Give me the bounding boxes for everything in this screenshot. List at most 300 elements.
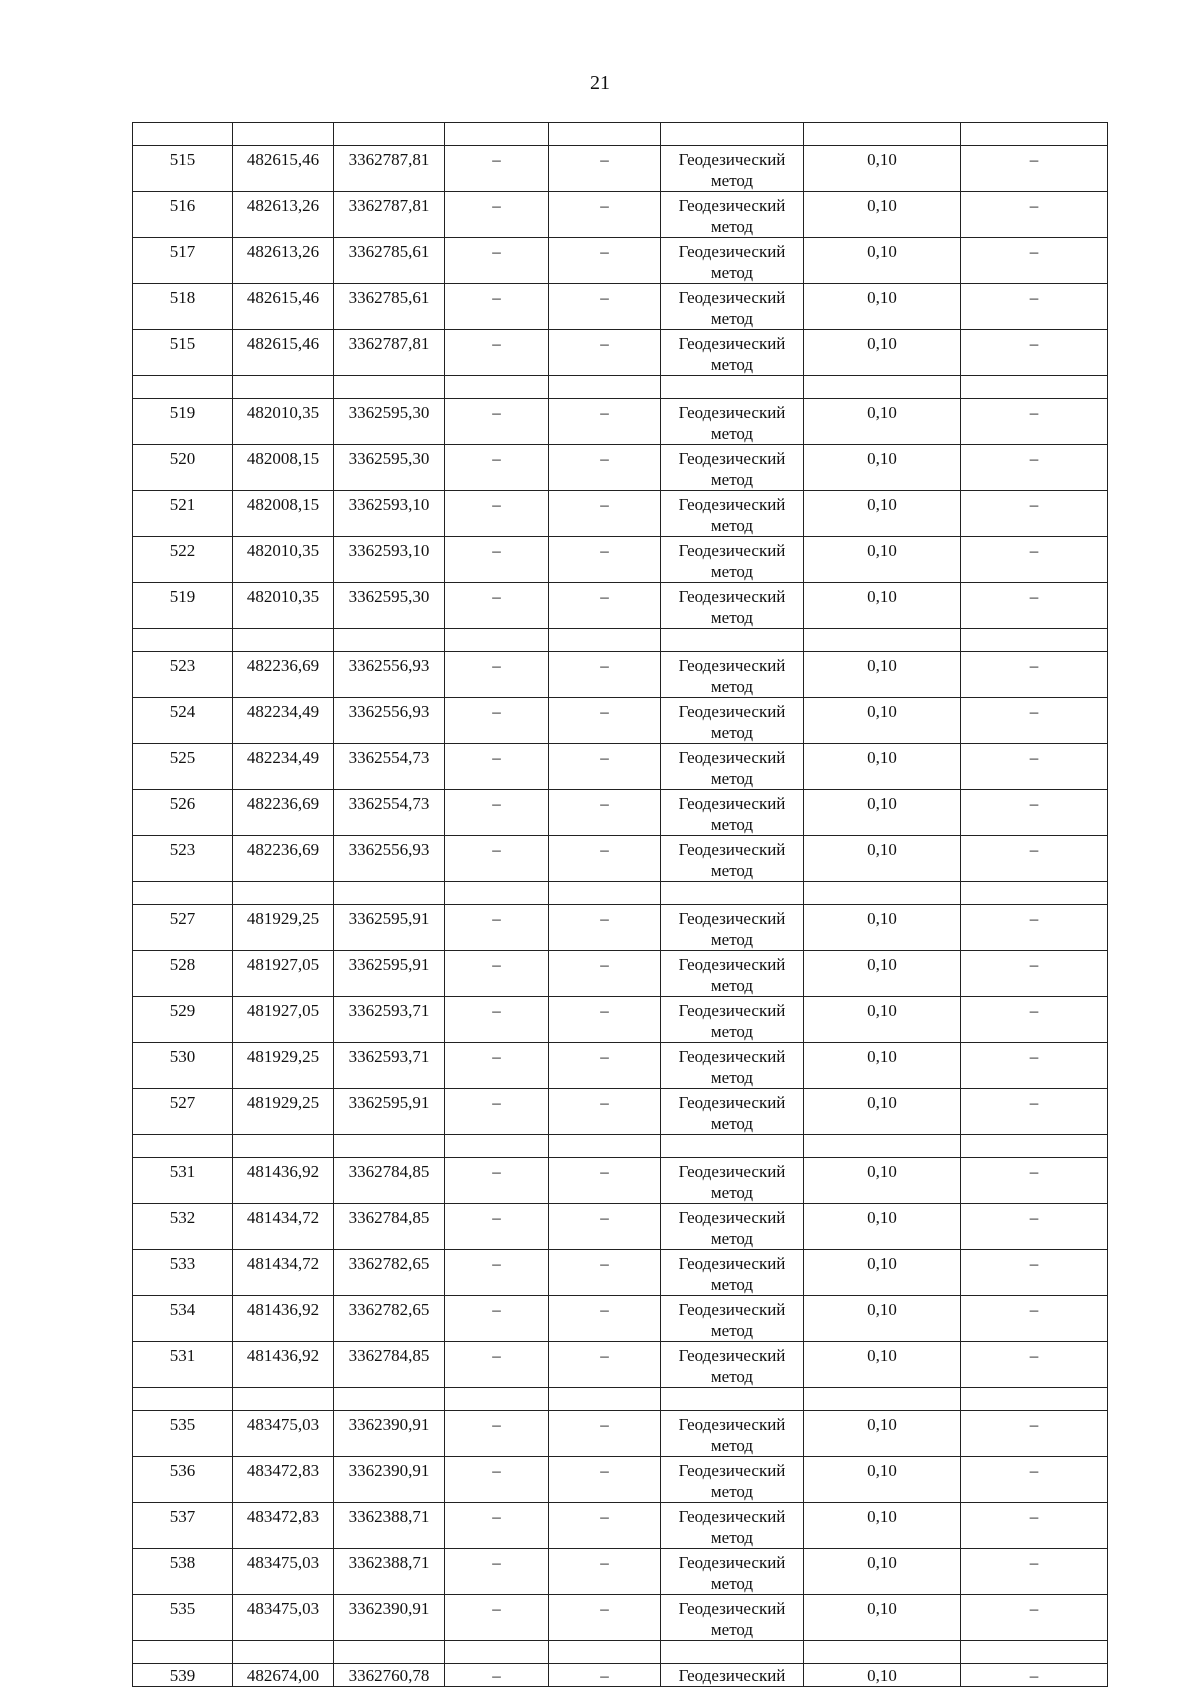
col4-cell: – bbox=[445, 1250, 549, 1296]
col8-cell: – bbox=[961, 1342, 1108, 1388]
col4-cell: – bbox=[445, 284, 549, 330]
empty-cell bbox=[233, 1388, 334, 1411]
y-coordinate-cell: 3362554,73 bbox=[334, 790, 445, 836]
col4-cell: – bbox=[445, 1664, 549, 1687]
y-coordinate-cell: 3362785,61 bbox=[334, 284, 445, 330]
col8-cell: – bbox=[961, 1296, 1108, 1342]
col4-cell: – bbox=[445, 583, 549, 629]
accuracy-cell: 0,10 bbox=[804, 1296, 961, 1342]
y-coordinate-cell: 3362388,71 bbox=[334, 1549, 445, 1595]
point-number-cell: 535 bbox=[133, 1411, 233, 1457]
table-row bbox=[133, 238, 1108, 284]
col4-cell: – bbox=[445, 330, 549, 376]
col4-cell: – bbox=[445, 1342, 549, 1388]
col5-cell: – bbox=[549, 997, 661, 1043]
empty-cell bbox=[961, 1388, 1108, 1411]
method-cell: Геодезический метод bbox=[661, 399, 804, 445]
y-coordinate-cell: 3362784,85 bbox=[334, 1158, 445, 1204]
col8-cell: – bbox=[961, 537, 1108, 583]
empty-cell bbox=[804, 629, 961, 652]
y-coordinate-cell: 3362388,71 bbox=[334, 1503, 445, 1549]
empty-cell bbox=[961, 376, 1108, 399]
method-cell: Геодезический метод bbox=[661, 238, 804, 284]
x-coordinate-cell: 481436,92 bbox=[233, 1342, 334, 1388]
method-cell: Геодезический метод bbox=[661, 1411, 804, 1457]
table-separator-row bbox=[133, 1135, 1108, 1158]
x-coordinate-cell: 482613,26 bbox=[233, 192, 334, 238]
method-cell: Геодезический метод bbox=[661, 744, 804, 790]
col5-cell: – bbox=[549, 1664, 661, 1687]
point-number-cell: 521 bbox=[133, 491, 233, 537]
col4-cell: – bbox=[445, 399, 549, 445]
col8-cell: – bbox=[961, 652, 1108, 698]
method-cell: Геодезический метод bbox=[661, 146, 804, 192]
col5-cell: – bbox=[549, 1089, 661, 1135]
accuracy-cell: 0,10 bbox=[804, 1158, 961, 1204]
empty-cell bbox=[445, 882, 549, 905]
accuracy-cell: 0,10 bbox=[804, 1250, 961, 1296]
point-number-cell: 531 bbox=[133, 1342, 233, 1388]
col4-cell: – bbox=[445, 491, 549, 537]
accuracy-cell: 0,10 bbox=[804, 1204, 961, 1250]
y-coordinate-cell: 3362787,81 bbox=[334, 330, 445, 376]
table-row bbox=[133, 330, 1108, 376]
table-row bbox=[133, 1296, 1108, 1342]
empty-cell bbox=[445, 1388, 549, 1411]
col5-cell: – bbox=[549, 192, 661, 238]
x-coordinate-cell: 483475,03 bbox=[233, 1411, 334, 1457]
y-coordinate-cell: 3362595,91 bbox=[334, 905, 445, 951]
y-coordinate-cell: 3362787,81 bbox=[334, 146, 445, 192]
table-row bbox=[133, 951, 1108, 997]
x-coordinate-cell: 482615,46 bbox=[233, 330, 334, 376]
col8-cell: – bbox=[961, 583, 1108, 629]
col5-cell: – bbox=[549, 652, 661, 698]
table-separator-row bbox=[133, 1388, 1108, 1411]
accuracy-cell: 0,10 bbox=[804, 583, 961, 629]
x-coordinate-cell: 483472,83 bbox=[233, 1503, 334, 1549]
method-cell: Геодезический метод bbox=[661, 698, 804, 744]
point-number-cell: 538 bbox=[133, 1549, 233, 1595]
empty-cell bbox=[961, 1135, 1108, 1158]
y-coordinate-cell: 3362593,10 bbox=[334, 491, 445, 537]
col8-cell: – bbox=[961, 790, 1108, 836]
empty-cell bbox=[133, 1135, 233, 1158]
accuracy-cell: 0,10 bbox=[804, 790, 961, 836]
y-coordinate-cell: 3362760,78 bbox=[334, 1664, 445, 1687]
col4-cell: – bbox=[445, 1296, 549, 1342]
method-cell: Геодезический метод bbox=[661, 1457, 804, 1503]
point-number-cell: 539 bbox=[133, 1664, 233, 1687]
y-coordinate-cell: 3362784,85 bbox=[334, 1204, 445, 1250]
empty-cell bbox=[445, 1135, 549, 1158]
table-separator-row bbox=[133, 123, 1108, 146]
empty-cell bbox=[961, 1641, 1108, 1664]
table-separator-row bbox=[133, 1641, 1108, 1664]
col4-cell: – bbox=[445, 1503, 549, 1549]
empty-cell bbox=[661, 123, 804, 146]
accuracy-cell: 0,10 bbox=[804, 238, 961, 284]
method-cell: Геодезический метод bbox=[661, 491, 804, 537]
method-cell: Геодезический метод bbox=[661, 1342, 804, 1388]
empty-cell bbox=[661, 882, 804, 905]
col8-cell: – bbox=[961, 330, 1108, 376]
accuracy-cell: 0,10 bbox=[804, 146, 961, 192]
empty-cell bbox=[549, 1641, 661, 1664]
method-cell: Геодезический метод bbox=[661, 1158, 804, 1204]
col8-cell: – bbox=[961, 698, 1108, 744]
col5-cell: – bbox=[549, 1250, 661, 1296]
table-row bbox=[133, 1043, 1108, 1089]
point-number-cell: 535 bbox=[133, 1595, 233, 1641]
y-coordinate-cell: 3362784,85 bbox=[334, 1342, 445, 1388]
method-cell: Геодезический метод bbox=[661, 1296, 804, 1342]
point-number-cell: 518 bbox=[133, 284, 233, 330]
col4-cell: – bbox=[445, 790, 549, 836]
empty-cell bbox=[549, 376, 661, 399]
point-number-cell: 530 bbox=[133, 1043, 233, 1089]
col4-cell: – bbox=[445, 1043, 549, 1089]
point-number-cell: 525 bbox=[133, 744, 233, 790]
empty-cell bbox=[661, 376, 804, 399]
col5-cell: – bbox=[549, 146, 661, 192]
y-coordinate-cell: 3362595,30 bbox=[334, 399, 445, 445]
empty-cell bbox=[445, 629, 549, 652]
accuracy-cell: 0,10 bbox=[804, 1664, 961, 1687]
x-coordinate-cell: 482236,69 bbox=[233, 836, 334, 882]
accuracy-cell: 0,10 bbox=[804, 1549, 961, 1595]
col8-cell: – bbox=[961, 951, 1108, 997]
table-row bbox=[133, 1549, 1108, 1595]
col5-cell: – bbox=[549, 445, 661, 491]
accuracy-cell: 0,10 bbox=[804, 1043, 961, 1089]
empty-cell bbox=[961, 123, 1108, 146]
col5-cell: – bbox=[549, 537, 661, 583]
col8-cell: – bbox=[961, 1457, 1108, 1503]
point-number-cell: 529 bbox=[133, 997, 233, 1043]
empty-cell bbox=[549, 882, 661, 905]
empty-cell bbox=[233, 123, 334, 146]
empty-cell bbox=[549, 1388, 661, 1411]
point-number-cell: 516 bbox=[133, 192, 233, 238]
col5-cell: – bbox=[549, 1503, 661, 1549]
table-row bbox=[133, 652, 1108, 698]
method-cell: Геодезический метод bbox=[661, 1043, 804, 1089]
method-cell: Геодезический метод bbox=[661, 583, 804, 629]
accuracy-cell: 0,10 bbox=[804, 698, 961, 744]
empty-cell bbox=[334, 123, 445, 146]
x-coordinate-cell: 481436,92 bbox=[233, 1158, 334, 1204]
col4-cell: – bbox=[445, 744, 549, 790]
method-cell: Геодезический метод bbox=[661, 330, 804, 376]
method-cell: Геодезический метод bbox=[661, 951, 804, 997]
col4-cell: – bbox=[445, 537, 549, 583]
empty-cell bbox=[133, 882, 233, 905]
col4-cell: – bbox=[445, 1595, 549, 1641]
empty-cell bbox=[445, 123, 549, 146]
empty-cell bbox=[233, 882, 334, 905]
point-number-cell: 519 bbox=[133, 583, 233, 629]
empty-cell bbox=[334, 1135, 445, 1158]
col4-cell: – bbox=[445, 836, 549, 882]
method-cell: Геодезический bbox=[661, 1664, 804, 1687]
col5-cell: – bbox=[549, 583, 661, 629]
col5-cell: – bbox=[549, 790, 661, 836]
empty-cell bbox=[549, 629, 661, 652]
table-row bbox=[133, 1250, 1108, 1296]
table-row bbox=[133, 1089, 1108, 1135]
y-coordinate-cell: 3362556,93 bbox=[334, 652, 445, 698]
x-coordinate-cell: 482615,46 bbox=[233, 146, 334, 192]
empty-cell bbox=[334, 376, 445, 399]
col5-cell: – bbox=[549, 1204, 661, 1250]
x-coordinate-cell: 482010,35 bbox=[233, 537, 334, 583]
accuracy-cell: 0,10 bbox=[804, 1342, 961, 1388]
col5-cell: – bbox=[549, 1411, 661, 1457]
x-coordinate-cell: 482674,00 bbox=[233, 1664, 334, 1687]
method-cell: Геодезический метод bbox=[661, 192, 804, 238]
col5-cell: – bbox=[549, 1595, 661, 1641]
col8-cell: – bbox=[961, 192, 1108, 238]
point-number-cell: 515 bbox=[133, 146, 233, 192]
accuracy-cell: 0,10 bbox=[804, 445, 961, 491]
y-coordinate-cell: 3362595,91 bbox=[334, 1089, 445, 1135]
y-coordinate-cell: 3362595,30 bbox=[334, 445, 445, 491]
empty-cell bbox=[804, 882, 961, 905]
col8-cell: – bbox=[961, 1204, 1108, 1250]
col8-cell: – bbox=[961, 1595, 1108, 1641]
accuracy-cell: 0,10 bbox=[804, 491, 961, 537]
table-row bbox=[133, 1457, 1108, 1503]
empty-cell bbox=[961, 629, 1108, 652]
y-coordinate-cell: 3362782,65 bbox=[334, 1296, 445, 1342]
col8-cell: – bbox=[961, 997, 1108, 1043]
table-row bbox=[133, 445, 1108, 491]
point-number-cell: 536 bbox=[133, 1457, 233, 1503]
col5-cell: – bbox=[549, 951, 661, 997]
col8-cell: – bbox=[961, 1089, 1108, 1135]
col8-cell: – bbox=[961, 238, 1108, 284]
empty-cell bbox=[661, 629, 804, 652]
x-coordinate-cell: 483475,03 bbox=[233, 1549, 334, 1595]
point-number-cell: 533 bbox=[133, 1250, 233, 1296]
x-coordinate-cell: 482613,26 bbox=[233, 238, 334, 284]
col8-cell: – bbox=[961, 445, 1108, 491]
accuracy-cell: 0,10 bbox=[804, 1089, 961, 1135]
point-number-cell: 522 bbox=[133, 537, 233, 583]
x-coordinate-cell: 481929,25 bbox=[233, 905, 334, 951]
x-coordinate-cell: 483472,83 bbox=[233, 1457, 334, 1503]
col8-cell: – bbox=[961, 1411, 1108, 1457]
empty-cell bbox=[334, 629, 445, 652]
table-row bbox=[133, 1204, 1108, 1250]
table-row bbox=[133, 1158, 1108, 1204]
y-coordinate-cell: 3362782,65 bbox=[334, 1250, 445, 1296]
page-number: 21 bbox=[590, 72, 610, 94]
table-row bbox=[133, 698, 1108, 744]
method-cell: Геодезический метод bbox=[661, 790, 804, 836]
empty-cell bbox=[445, 376, 549, 399]
col5-cell: – bbox=[549, 399, 661, 445]
y-coordinate-cell: 3362593,71 bbox=[334, 997, 445, 1043]
col5-cell: – bbox=[549, 330, 661, 376]
col8-cell: – bbox=[961, 1250, 1108, 1296]
empty-cell bbox=[804, 376, 961, 399]
x-coordinate-cell: 481436,92 bbox=[233, 1296, 334, 1342]
table-row bbox=[133, 491, 1108, 537]
col5-cell: – bbox=[549, 836, 661, 882]
col5-cell: – bbox=[549, 744, 661, 790]
x-coordinate-cell: 481434,72 bbox=[233, 1250, 334, 1296]
y-coordinate-cell: 3362390,91 bbox=[334, 1411, 445, 1457]
col8-cell: – bbox=[961, 744, 1108, 790]
point-number-cell: 520 bbox=[133, 445, 233, 491]
y-coordinate-cell: 3362554,73 bbox=[334, 744, 445, 790]
col4-cell: – bbox=[445, 997, 549, 1043]
coordinates-table bbox=[132, 122, 1108, 1687]
col5-cell: – bbox=[549, 1457, 661, 1503]
col8-cell: – bbox=[961, 1549, 1108, 1595]
table-row bbox=[133, 399, 1108, 445]
point-number-cell: 537 bbox=[133, 1503, 233, 1549]
y-coordinate-cell: 3362593,10 bbox=[334, 537, 445, 583]
empty-cell bbox=[233, 1641, 334, 1664]
point-number-cell: 531 bbox=[133, 1158, 233, 1204]
x-coordinate-cell: 482008,15 bbox=[233, 445, 334, 491]
table-row bbox=[133, 583, 1108, 629]
col4-cell: – bbox=[445, 1089, 549, 1135]
empty-cell bbox=[233, 629, 334, 652]
point-number-cell: 523 bbox=[133, 652, 233, 698]
col5-cell: – bbox=[549, 238, 661, 284]
empty-cell bbox=[334, 1641, 445, 1664]
table-row bbox=[133, 1503, 1108, 1549]
col4-cell: – bbox=[445, 1158, 549, 1204]
table-row bbox=[133, 790, 1108, 836]
method-cell: Геодезический метод bbox=[661, 1549, 804, 1595]
x-coordinate-cell: 482615,46 bbox=[233, 284, 334, 330]
col8-cell: – bbox=[961, 491, 1108, 537]
x-coordinate-cell: 481927,05 bbox=[233, 951, 334, 997]
table-separator-row bbox=[133, 629, 1108, 652]
accuracy-cell: 0,10 bbox=[804, 537, 961, 583]
col4-cell: – bbox=[445, 951, 549, 997]
table-row bbox=[133, 1595, 1108, 1641]
point-number-cell: 524 bbox=[133, 698, 233, 744]
col4-cell: – bbox=[445, 1204, 549, 1250]
x-coordinate-cell: 481929,25 bbox=[233, 1089, 334, 1135]
x-coordinate-cell: 483475,03 bbox=[233, 1595, 334, 1641]
col4-cell: – bbox=[445, 652, 549, 698]
col8-cell: – bbox=[961, 836, 1108, 882]
col4-cell: – bbox=[445, 1549, 549, 1595]
empty-cell bbox=[445, 1641, 549, 1664]
accuracy-cell: 0,10 bbox=[804, 1503, 961, 1549]
col8-cell: – bbox=[961, 1158, 1108, 1204]
col8-cell: – bbox=[961, 399, 1108, 445]
col8-cell: – bbox=[961, 1503, 1108, 1549]
empty-cell bbox=[804, 1641, 961, 1664]
point-number-cell: 534 bbox=[133, 1296, 233, 1342]
method-cell: Геодезический метод bbox=[661, 1204, 804, 1250]
y-coordinate-cell: 3362390,91 bbox=[334, 1595, 445, 1641]
col5-cell: – bbox=[549, 698, 661, 744]
empty-cell bbox=[133, 629, 233, 652]
accuracy-cell: 0,10 bbox=[804, 836, 961, 882]
empty-cell bbox=[133, 1641, 233, 1664]
x-coordinate-cell: 481434,72 bbox=[233, 1204, 334, 1250]
point-number-cell: 532 bbox=[133, 1204, 233, 1250]
empty-cell bbox=[549, 123, 661, 146]
accuracy-cell: 0,10 bbox=[804, 905, 961, 951]
y-coordinate-cell: 3362390,91 bbox=[334, 1457, 445, 1503]
empty-cell bbox=[233, 376, 334, 399]
x-coordinate-cell: 482234,49 bbox=[233, 744, 334, 790]
col8-cell: – bbox=[961, 1664, 1108, 1687]
col4-cell: – bbox=[445, 1411, 549, 1457]
empty-cell bbox=[133, 123, 233, 146]
point-number-cell: 528 bbox=[133, 951, 233, 997]
empty-cell bbox=[804, 1388, 961, 1411]
col5-cell: – bbox=[549, 284, 661, 330]
accuracy-cell: 0,10 bbox=[804, 284, 961, 330]
empty-cell bbox=[661, 1641, 804, 1664]
point-number-cell: 519 bbox=[133, 399, 233, 445]
method-cell: Геодезический метод bbox=[661, 1089, 804, 1135]
method-cell: Геодезический метод bbox=[661, 284, 804, 330]
col8-cell: – bbox=[961, 1043, 1108, 1089]
col5-cell: – bbox=[549, 1043, 661, 1089]
table-row bbox=[133, 537, 1108, 583]
point-number-cell: 527 bbox=[133, 905, 233, 951]
table-row bbox=[133, 836, 1108, 882]
table-separator-row bbox=[133, 376, 1108, 399]
table-separator-row bbox=[133, 882, 1108, 905]
x-coordinate-cell: 482008,15 bbox=[233, 491, 334, 537]
table-row bbox=[133, 146, 1108, 192]
point-number-cell: 526 bbox=[133, 790, 233, 836]
table-row bbox=[133, 192, 1108, 238]
method-cell: Геодезический метод bbox=[661, 905, 804, 951]
col8-cell: – bbox=[961, 146, 1108, 192]
empty-cell bbox=[233, 1135, 334, 1158]
x-coordinate-cell: 482236,69 bbox=[233, 652, 334, 698]
empty-cell bbox=[661, 1388, 804, 1411]
x-coordinate-cell: 482234,49 bbox=[233, 698, 334, 744]
x-coordinate-cell: 481929,25 bbox=[233, 1043, 334, 1089]
table-row bbox=[133, 1411, 1108, 1457]
accuracy-cell: 0,10 bbox=[804, 997, 961, 1043]
empty-cell bbox=[804, 1135, 961, 1158]
col5-cell: – bbox=[549, 1158, 661, 1204]
x-coordinate-cell: 482236,69 bbox=[233, 790, 334, 836]
col4-cell: – bbox=[445, 146, 549, 192]
x-coordinate-cell: 482010,35 bbox=[233, 583, 334, 629]
col4-cell: – bbox=[445, 192, 549, 238]
y-coordinate-cell: 3362556,93 bbox=[334, 836, 445, 882]
accuracy-cell: 0,10 bbox=[804, 192, 961, 238]
method-cell: Геодезический метод bbox=[661, 836, 804, 882]
method-cell: Геодезический метод bbox=[661, 537, 804, 583]
method-cell: Геодезический метод bbox=[661, 1595, 804, 1641]
method-cell: Геодезический метод bbox=[661, 1503, 804, 1549]
col5-cell: – bbox=[549, 491, 661, 537]
accuracy-cell: 0,10 bbox=[804, 1595, 961, 1641]
y-coordinate-cell: 3362595,30 bbox=[334, 583, 445, 629]
method-cell: Геодезический метод bbox=[661, 1250, 804, 1296]
point-number-cell: 523 bbox=[133, 836, 233, 882]
col4-cell: – bbox=[445, 905, 549, 951]
